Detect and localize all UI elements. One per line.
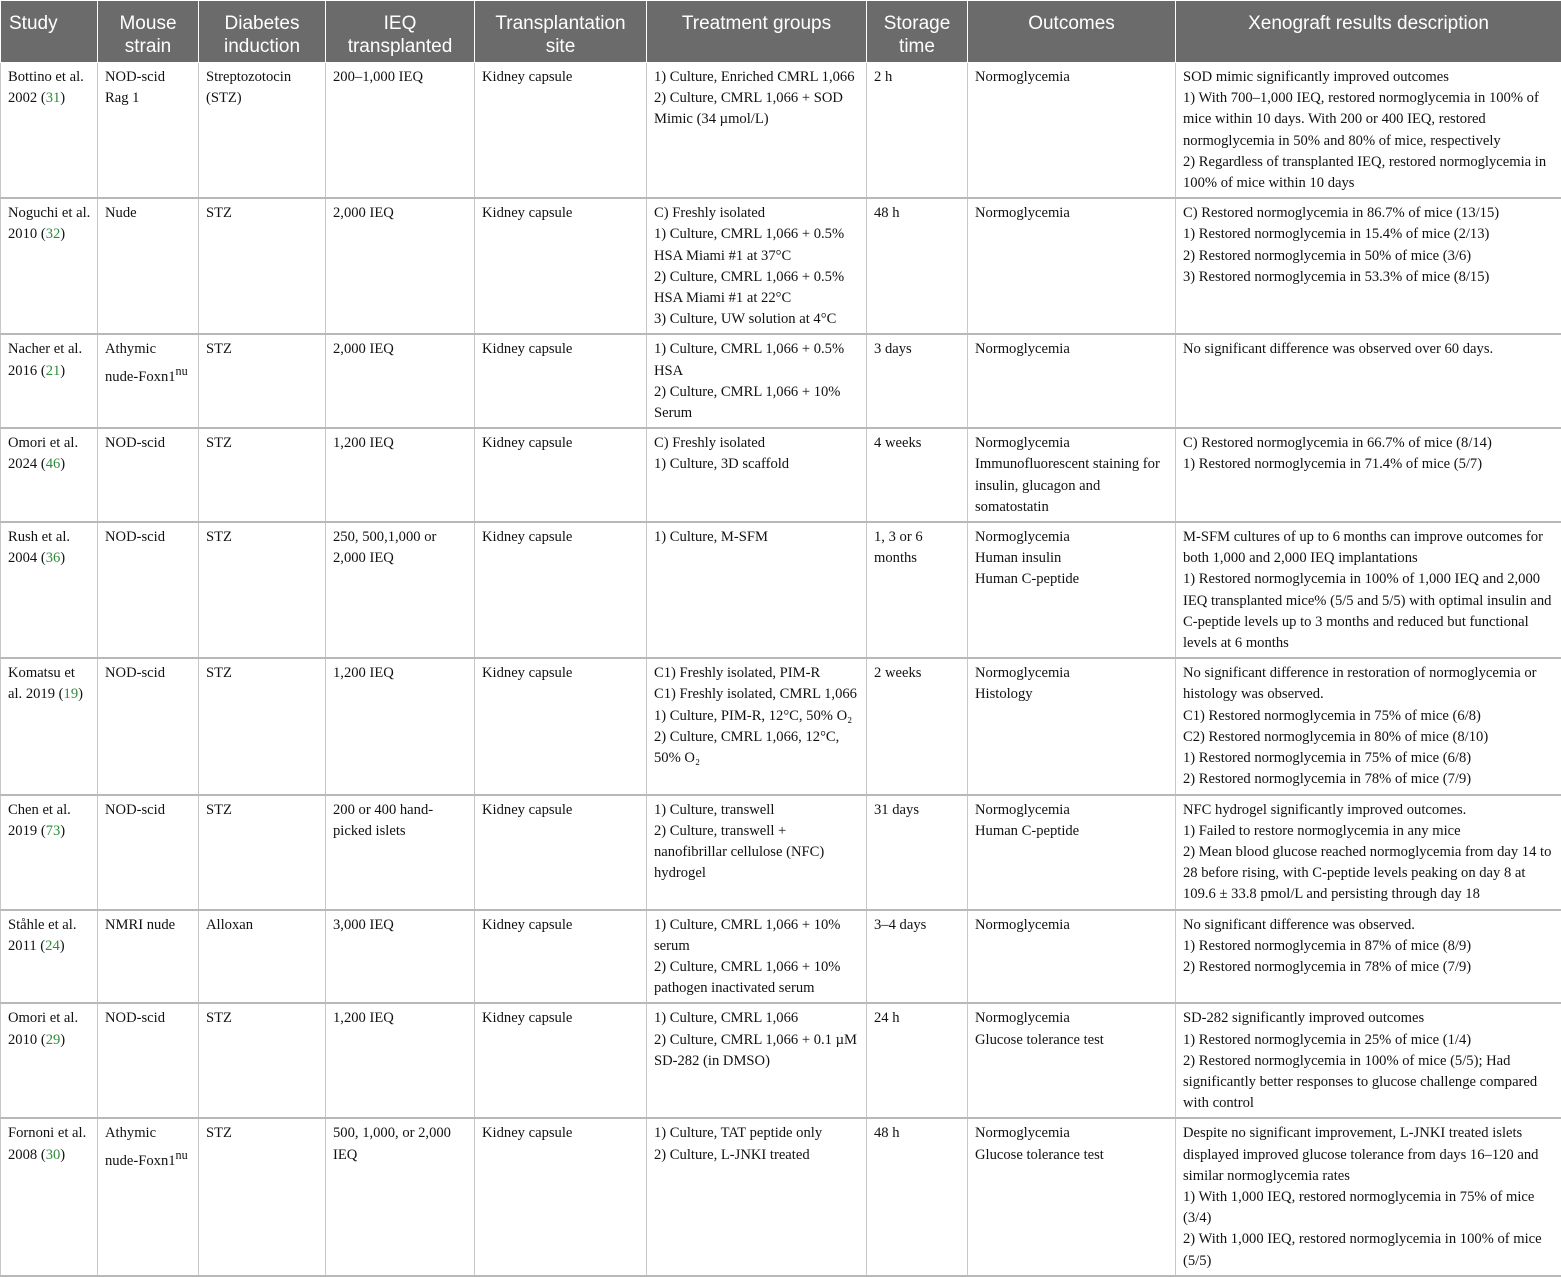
storage-time-cell: 48 h: [867, 1118, 968, 1275]
outcomes-cell: [968, 428, 1176, 522]
study-cell: [1, 522, 98, 658]
treatment-group-line: 1) Culture, CMRL 1,066 + 0.5% HSA Miami #1 at 37°C: [654, 224, 860, 266]
storage-time-cell: 48 h: [867, 198, 968, 334]
treatment-group-line: 2) Culture, CMRL 1,066 + 0.1 µM SD-282 (in DMSO): [654, 1030, 860, 1072]
outcome-line: Immunofluorescent staining for insulin, glucagon and somatostatin: [975, 454, 1169, 518]
treatment-group-line: C1) Freshly isolated, CMRL 1,066: [654, 684, 860, 705]
column-header-treatment-groups: Treatment groups: [647, 1, 867, 63]
strain-superscript: nu: [176, 1148, 188, 1162]
study-close-paren: ): [60, 1147, 65, 1163]
outcome-line: Human C-peptide: [975, 569, 1169, 590]
result-line: Despite no significant improvement, L-JNKI treated islets displayed improved glucose tolerance from days 16–120 and similar normoglycemia rates: [1183, 1123, 1555, 1187]
study-name: Omori et al. 2010 (: [8, 1010, 78, 1047]
table-row: [1, 63, 1561, 199]
table-row: [1, 334, 1561, 428]
transplantation-site-cell: Kidney capsule: [475, 198, 647, 334]
outcome-line: Human C-peptide: [975, 821, 1169, 842]
study-name: Bottino et al. 2002 (: [8, 69, 84, 106]
result-line: 1) Restored normoglycemia in 100% of 1,000 IEQ and 2,000 IEQ transplanted mice% (5/5 and 5/5) with optimal insulin and C-peptide levels up to 3 months and reduced but functional levels at 6 months: [1183, 569, 1555, 654]
study-close-paren: ): [60, 938, 65, 954]
outcome-line: Normoglycemia: [975, 915, 1169, 936]
treatment-group-line: 2) Culture, CMRL 1,066 + SOD Mimic (34 µmol/L): [654, 88, 860, 130]
treatment-groups-cell: [647, 1003, 867, 1118]
outcomes-cell: [968, 795, 1176, 910]
study-cell: [1, 428, 98, 522]
outcome-line: Normoglycemia: [975, 663, 1169, 684]
result-line: NFC hydrogel significantly improved outcomes.: [1183, 800, 1555, 821]
study-cell: [1, 63, 98, 199]
xenograft-results-cell: [1176, 198, 1561, 334]
storage-time-cell: 1, 3 or 6 months: [867, 522, 968, 658]
table-row: [1, 1118, 1561, 1275]
reference-link[interactable]: 46: [46, 456, 61, 472]
treatment-group-line: 2) Culture, CMRL 1,066 + 10% pathogen inactivated serum: [654, 957, 860, 999]
outcome-line: Normoglycemia: [975, 433, 1169, 454]
result-line: 2) Restored normoglycemia in 50% of mice (3/6): [1183, 246, 1555, 267]
treatment-groups-cell: [647, 428, 867, 522]
treatment-group-line: 2) Culture, transwell + nanofibrillar cellulose (NFC) hydrogel: [654, 821, 860, 885]
table-row: [1, 198, 1561, 334]
column-header-ieq-transplanted: IEQ transplanted: [326, 1, 475, 63]
reference-link[interactable]: 32: [46, 226, 61, 242]
outcomes-cell: [968, 522, 1176, 658]
study-close-paren: ): [78, 686, 83, 702]
column-header-study: Study: [1, 1, 98, 63]
transplantation-site-cell: Kidney capsule: [475, 910, 647, 1004]
column-header-xenograft-results: Xenograft results description: [1176, 1, 1561, 63]
result-line: 3) Restored normoglycemia in 53.3% of mice (8/15): [1183, 267, 1555, 288]
result-line: 1) Restored normoglycemia in 75% of mice (6/8): [1183, 748, 1555, 769]
outcome-line: Glucose tolerance test: [975, 1030, 1169, 1051]
ieq-transplanted-cell: 250, 500,1,000 or 2,000 IEQ: [326, 522, 475, 658]
outcome-line: Normoglycemia: [975, 67, 1169, 88]
ieq-transplanted-cell: 1,200 IEQ: [326, 428, 475, 522]
result-line: 1) With 700–1,000 IEQ, restored normoglycemia in 100% of mice within 10 days. With 200 or 400 IEQ, restored normoglycemia in 50% and 80% of mice, respectively: [1183, 88, 1555, 152]
outcomes-cell: [968, 63, 1176, 199]
result-line: SD-282 significantly improved outcomes: [1183, 1008, 1555, 1029]
treatment-groups-cell: [647, 334, 867, 428]
xenograft-results-cell: [1176, 795, 1561, 910]
result-line: 2) Mean blood glucose reached normoglycemia from day 14 to 28 before rising, with C-peptide levels peaking on day 8 at 109.6 ± 33.8 pmol/L and persisting through day 18: [1183, 842, 1555, 906]
ieq-transplanted-cell: 2,000 IEQ: [326, 198, 475, 334]
ieq-transplanted-cell: 1,200 IEQ: [326, 1003, 475, 1118]
result-line: 1) Restored normoglycemia in 71.4% of mice (5/7): [1183, 454, 1555, 475]
result-line: 2) Restored normoglycemia in 100% of mice (5/5); Had significantly better responses to glucose challenge compared with control: [1183, 1051, 1555, 1115]
header-row: [1, 1, 1561, 63]
outcome-line: Human insulin: [975, 548, 1169, 569]
ieq-transplanted-cell: 3,000 IEQ: [326, 910, 475, 1004]
diabetes-induction-cell: STZ: [199, 1118, 326, 1275]
treatment-group-line: 2) Culture, CMRL 1,066, 12°C, 50% O₂: [654, 727, 860, 769]
xenograft-results-cell: [1176, 334, 1561, 428]
table-body: [1, 63, 1561, 1276]
study-name: Noguchi et al. 2010 (: [8, 205, 90, 242]
outcome-line: Normoglycemia: [975, 1008, 1169, 1029]
treatment-group-line: 2) Culture, CMRL 1,066 + 0.5% HSA Miami #1 at 22°C: [654, 267, 860, 309]
ieq-transplanted-cell: 200–1,000 IEQ: [326, 63, 475, 199]
result-line: No significant difference was observed.: [1183, 915, 1555, 936]
mouse-strain-text: NOD-scid: [105, 435, 165, 451]
outcome-line: Normoglycemia: [975, 527, 1169, 548]
storage-time-cell: 24 h: [867, 1003, 968, 1118]
storage-time-cell: 2 weeks: [867, 658, 968, 794]
mouse-strain-text: NMRI nude: [105, 917, 175, 933]
study-close-paren: ): [60, 363, 65, 379]
mouse-strain-cell: [98, 1118, 199, 1275]
storage-time-cell: 31 days: [867, 795, 968, 910]
reference-link[interactable]: 73: [46, 823, 61, 839]
outcome-line: Glucose tolerance test: [975, 1145, 1169, 1166]
transplantation-site-cell: Kidney capsule: [475, 334, 647, 428]
outcomes-cell: [968, 334, 1176, 428]
treatment-groups-cell: [647, 63, 867, 199]
result-line: SOD mimic significantly improved outcomes: [1183, 67, 1555, 88]
study-name: Nacher et al. 2016 (: [8, 341, 82, 378]
treatment-groups-cell: [647, 910, 867, 1004]
study-close-paren: ): [60, 823, 65, 839]
outcome-line: Normoglycemia: [975, 339, 1169, 360]
study-name: Komatsu et al. 2019 (: [8, 665, 75, 702]
ieq-transplanted-cell: 200 or 400 hand-picked islets: [326, 795, 475, 910]
outcome-line: Histology: [975, 684, 1169, 705]
result-line: 1) Restored normoglycemia in 87% of mice (8/9): [1183, 936, 1555, 957]
xenograft-results-cell: [1176, 522, 1561, 658]
treatment-groups-cell: [647, 1118, 867, 1275]
mouse-strain-cell: [98, 910, 199, 1004]
result-line: 1) With 1,000 IEQ, restored normoglycemia in 75% of mice (3/4): [1183, 1187, 1555, 1229]
result-line: 2) Restored normoglycemia in 78% of mice (7/9): [1183, 769, 1555, 790]
ieq-transplanted-cell: 500, 1,000, or 2,000 IEQ: [326, 1118, 475, 1275]
result-line: 1) Failed to restore normoglycemia in any mice: [1183, 821, 1555, 842]
study-name: Rush et al. 2004 (: [8, 529, 70, 566]
outcome-line: Normoglycemia: [975, 800, 1169, 821]
reference-link[interactable]: 29: [46, 1032, 61, 1048]
treatment-group-line: C1) Freshly isolated, PIM-R: [654, 663, 860, 684]
reference-link[interactable]: 24: [45, 938, 60, 954]
ieq-transplanted-cell: 1,200 IEQ: [326, 658, 475, 794]
table-row: [1, 1003, 1561, 1118]
transplantation-site-cell: Kidney capsule: [475, 63, 647, 199]
study-name: Omori et al. 2024 (: [8, 435, 78, 472]
diabetes-induction-cell: STZ: [199, 795, 326, 910]
mouse-strain-text: NOD-scid: [105, 665, 165, 681]
study-close-paren: ): [60, 550, 65, 566]
diabetes-induction-cell: STZ: [199, 522, 326, 658]
mouse-strain-cell: [98, 334, 199, 428]
mouse-strain-text: Athymic nude-Foxn1: [105, 341, 176, 384]
study-close-paren: ): [60, 1032, 65, 1048]
result-line: 2) Restored normoglycemia in 78% of mice (7/9): [1183, 957, 1555, 978]
reference-link[interactable]: 36: [46, 550, 61, 566]
diabetes-induction-cell: STZ: [199, 198, 326, 334]
table-row: [1, 795, 1561, 910]
column-header-mouse-strain: Mouse strain: [98, 1, 199, 63]
xenograft-results-cell: [1176, 658, 1561, 794]
result-line: M-SFM cultures of up to 6 months can improve outcomes for both 1,000 and 2,000 IEQ implantations: [1183, 527, 1555, 569]
storage-time-cell: 3 days: [867, 334, 968, 428]
table-row: [1, 658, 1561, 794]
study-cell: [1, 910, 98, 1004]
transplantation-site-cell: Kidney capsule: [475, 1003, 647, 1118]
mouse-strain-cell: [98, 795, 199, 910]
result-line: C1) Restored normoglycemia in 75% of mice (6/8): [1183, 706, 1555, 727]
column-header-outcomes: Outcomes: [968, 1, 1176, 63]
column-header-diabetes-induction: Diabetes induction: [199, 1, 326, 63]
outcomes-cell: [968, 198, 1176, 334]
result-line: No significant difference was observed over 60 days.: [1183, 339, 1555, 360]
mouse-strain-cell: [98, 522, 199, 658]
study-name: Fornoni et al. 2008 (: [8, 1125, 86, 1162]
xenograft-results-cell: [1176, 910, 1561, 1004]
mouse-strain-text: NOD-scid: [105, 1010, 165, 1026]
reference-link[interactable]: 30: [46, 1147, 61, 1163]
xenograft-results-cell: [1176, 1118, 1561, 1275]
diabetes-induction-cell: Streptozotocin (STZ): [199, 63, 326, 199]
outcome-line: Normoglycemia: [975, 1123, 1169, 1144]
reference-link[interactable]: 19: [64, 686, 79, 702]
reference-link[interactable]: 21: [46, 363, 61, 379]
mouse-strain-cell: [98, 428, 199, 522]
ieq-transplanted-cell: 2,000 IEQ: [326, 334, 475, 428]
study-close-paren: ): [60, 90, 65, 106]
result-line: C) Restored normoglycemia in 66.7% of mice (8/14): [1183, 433, 1555, 454]
xenograft-results-cell: [1176, 63, 1561, 199]
table-row: [1, 522, 1561, 658]
treatment-groups-cell: [647, 795, 867, 910]
treatment-groups-cell: [647, 198, 867, 334]
study-cell: [1, 1118, 98, 1275]
mouse-strain-text: Athymic nude-Foxn1: [105, 1125, 176, 1168]
treatment-group-line: 1) Culture, transwell: [654, 800, 860, 821]
study-close-paren: ): [60, 226, 65, 242]
treatment-group-line: C) Freshly isolated: [654, 433, 860, 454]
treatment-group-line: 2) Culture, L-JNKI treated: [654, 1145, 860, 1166]
xenograft-results-cell: [1176, 1003, 1561, 1118]
outcomes-cell: [968, 1003, 1176, 1118]
mouse-strain-cell: [98, 198, 199, 334]
transplantation-site-cell: Kidney capsule: [475, 795, 647, 910]
result-line: C) Restored normoglycemia in 86.7% of mice (13/15): [1183, 203, 1555, 224]
column-header-transplantation-site: Transplantation site: [475, 1, 647, 63]
treatment-group-line: 3) Culture, UW solution at 4°C: [654, 309, 860, 330]
diabetes-induction-cell: STZ: [199, 428, 326, 522]
treatment-groups-cell: [647, 522, 867, 658]
column-header-storage-time: Storage time: [867, 1, 968, 63]
result-line: C2) Restored normoglycemia in 80% of mice (8/10): [1183, 727, 1555, 748]
transplantation-site-cell: Kidney capsule: [475, 428, 647, 522]
result-line: 1) Restored normoglycemia in 15.4% of mice (2/13): [1183, 224, 1555, 245]
transplantation-site-cell: Kidney capsule: [475, 1118, 647, 1275]
diabetes-induction-cell: STZ: [199, 334, 326, 428]
reference-link[interactable]: 31: [46, 90, 61, 106]
mouse-strain-text: NOD-scid: [105, 802, 165, 818]
treatment-group-line: C) Freshly isolated: [654, 203, 860, 224]
table-row: [1, 910, 1561, 1004]
study-cell: [1, 1003, 98, 1118]
treatment-group-line: 1) Culture, TAT peptide only: [654, 1123, 860, 1144]
study-name: Chen et al. 2019 (: [8, 802, 71, 839]
study-name: Ståhle et al. 2011 (: [8, 917, 77, 954]
strain-superscript: nu: [176, 364, 188, 378]
result-line: 2) With 1,000 IEQ, restored normoglycemia in 100% of mice (5/5): [1183, 1229, 1555, 1271]
result-line: No significant difference in restoration of normoglycemia or histology was observed.: [1183, 663, 1555, 705]
outcomes-cell: [968, 1118, 1176, 1275]
study-cell: [1, 795, 98, 910]
transplantation-site-cell: Kidney capsule: [475, 658, 647, 794]
mouse-strain-text: Nude: [105, 205, 137, 221]
treatment-group-line: 1) Culture, CMRL 1,066 + 10% serum: [654, 915, 860, 957]
treatment-group-line: 1) Culture, 3D scaffold: [654, 454, 860, 475]
mouse-strain-text: NOD-scid: [105, 529, 165, 545]
diabetes-induction-cell: Alloxan: [199, 910, 326, 1004]
storage-time-cell: 4 weeks: [867, 428, 968, 522]
study-cell: [1, 334, 98, 428]
mouse-strain-cell: [98, 1003, 199, 1118]
mouse-strain-text: NOD-scid Rag 1: [105, 69, 165, 106]
outcomes-cell: [968, 910, 1176, 1004]
treatment-groups-cell: [647, 658, 867, 794]
result-line: 2) Regardless of transplanted IEQ, restored normoglycemia in 100% of mice within 10 days: [1183, 152, 1555, 194]
mouse-strain-cell: [98, 658, 199, 794]
table-row: [1, 428, 1561, 522]
study-cell: [1, 658, 98, 794]
mouse-strain-cell: [98, 63, 199, 199]
result-line: 1) Restored normoglycemia in 25% of mice (1/4): [1183, 1030, 1555, 1051]
study-cell: [1, 198, 98, 334]
treatment-group-line: 1) Culture, M-SFM: [654, 527, 860, 548]
outcome-line: Normoglycemia: [975, 203, 1169, 224]
treatment-group-line: 1) Culture, CMRL 1,066 + 0.5% HSA: [654, 339, 860, 381]
outcomes-cell: [968, 658, 1176, 794]
storage-time-cell: 2 h: [867, 63, 968, 199]
treatment-group-line: 1) Culture, PIM-R, 12°C, 50% O₂: [654, 706, 860, 727]
treatment-group-line: 1) Culture, Enriched CMRL 1,066: [654, 67, 860, 88]
table-header: [1, 1, 1561, 63]
diabetes-induction-cell: STZ: [199, 1003, 326, 1118]
diabetes-induction-cell: STZ: [199, 658, 326, 794]
xenograft-results-cell: [1176, 428, 1561, 522]
transplantation-site-cell: Kidney capsule: [475, 522, 647, 658]
treatment-group-line: 2) Culture, CMRL 1,066 + 10% Serum: [654, 382, 860, 424]
storage-time-cell: 3–4 days: [867, 910, 968, 1004]
treatment-group-line: 1) Culture, CMRL 1,066: [654, 1008, 860, 1029]
study-close-paren: ): [60, 456, 65, 472]
